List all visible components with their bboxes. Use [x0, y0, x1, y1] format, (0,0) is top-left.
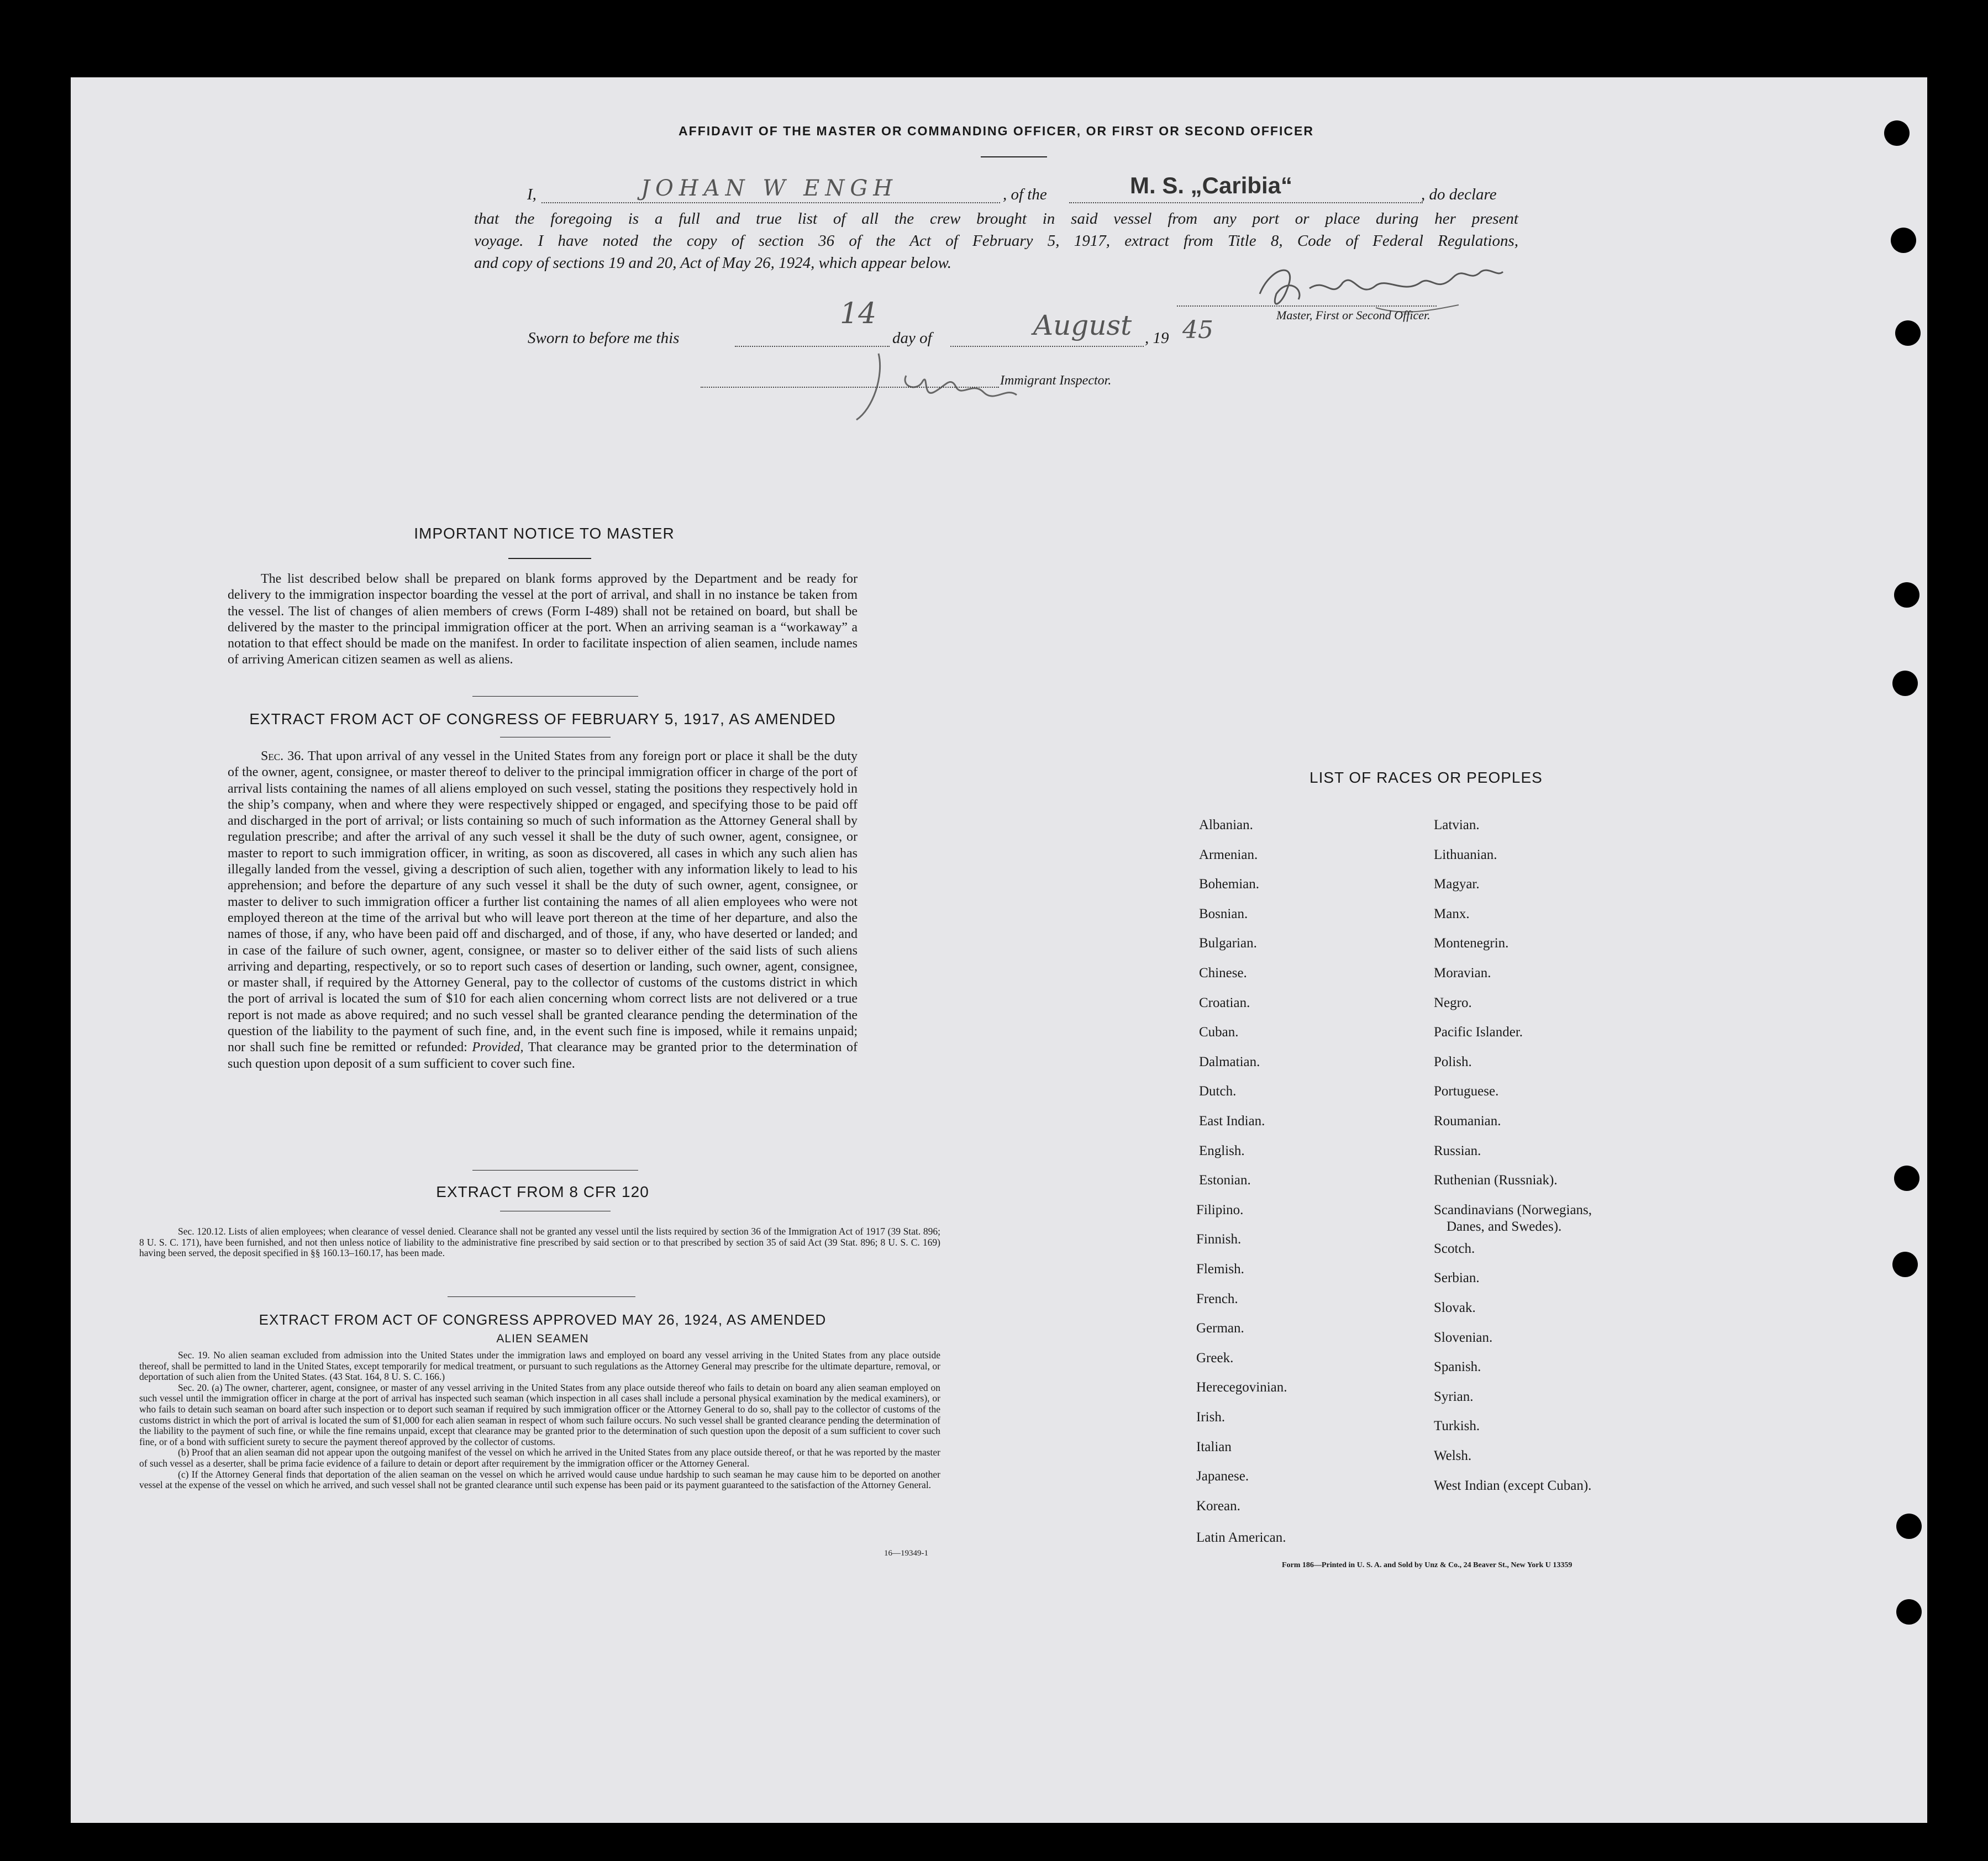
punch-hole — [1895, 320, 1921, 346]
sec-20b-text: (b) Proof that an alien seaman did not appear upon the outgoing manifest of the vessel on which he arrived in the United States from any place outside thereof, or that he was reported by the master of such vessel as a deserter, shall be prima facie evidence of a failure to detain or deport after requirement by the immigration officer or the Attorney General. — [139, 1447, 940, 1469]
sec-19-text: Sec. 19. No alien seaman excluded from admission into the United States under the immigration laws and employed on board any vessel arriving in the United States from any place outside thereof, shall be permitted to land in the United States, except temporarily for medical treatment, or pursuant to such regulations as the Attorney General may prescribe for the ultimate departure, removal, or deportation of such alien from the United States. (43 Stat. 164, 8 U. S. C. 166.) — [139, 1349, 940, 1383]
race-item: Croatian. — [1199, 995, 1250, 1010]
section-divider — [448, 1296, 635, 1297]
race-item: Roumanian. — [1434, 1114, 1501, 1129]
race-item: Dalmatian. — [1199, 1054, 1260, 1069]
vessel-line — [1069, 202, 1423, 203]
race-item: Greek. — [1196, 1350, 1234, 1366]
title-divider — [981, 156, 1047, 157]
cfr-body: Sec. 120.12. Lists of alien employees; when clearance of vessel denied. Clearance shall not be granted any vessel until the lists required by section 36 of the Immigration Act of 1917 (39 Stat. 896; 8 U. S. C. 171), have been furnished, and not then unless notice of liability to the administrative fine prescribed by said section or to that prescribed by section 35 of said Act (39 Stat. 896; 8 U. S. C. 169) having been served, the deposit specified in §§ 160.13–160.17, has been made. — [139, 1226, 940, 1259]
race-item: Irish. — [1196, 1410, 1226, 1425]
punch-hole — [1891, 228, 1916, 253]
race-item: Ruthenian (Russniak). — [1434, 1173, 1558, 1188]
race-item: Turkish. — [1434, 1419, 1480, 1434]
of-label: , of the — [1003, 186, 1047, 203]
race-item: English. — [1199, 1143, 1245, 1158]
sworn-label: Sworn to before me this — [528, 329, 680, 347]
inspector-signature-line — [701, 387, 999, 388]
race-item: Flemish. — [1196, 1262, 1244, 1277]
race-item: Estonian. — [1199, 1173, 1251, 1188]
race-item: Negro. — [1434, 995, 1472, 1010]
race-item: Scotch. — [1434, 1241, 1475, 1256]
sec-36-body — [228, 748, 858, 1072]
master-signature-line — [1177, 305, 1437, 307]
day-label: day of — [892, 329, 932, 347]
race-item: Montenegrin. — [1434, 936, 1509, 951]
name-line — [541, 202, 1000, 203]
race-item: Polish. — [1434, 1054, 1472, 1069]
race-item: Manx. — [1434, 906, 1470, 921]
sec-36-label: Sec. 36. — [261, 749, 304, 763]
sec-20a-text: Sec. 20. (a) The owner, charterer, agent, consignee, or master of any vessel arriving in the United States from any place outside thereof who fails to detain on board any alien seaman employed on such vessel until the immigration officer in charge at the port of arrival has inspected such seaman (which inspection in all cases shall include a personal physical examination by the medical examiners), or who fails to detain such seaman on board after such inspection or to deport such seaman if required by such immigration officer or the Attorney General to do so, shall pay to the collector of customs of the customs district in which the port of arrival is located the sum of $1,000 for each alien seaman in respect of whom such failure occurs. No such vessel shall be granted clearance pending the determination of the liability to the payment of such fine, or while the fine remains unpaid, except that clearance may be granted prior to the determination of such question upon the deposit of a sum sufficient to cover such fine, or of a bond with sufficient surety to secure the payment thereof approved by the collector of customs. — [139, 1382, 940, 1447]
printer-footer: Form 186—Printed in U. S. A. and Sold by Unz & Co., 24 Beaver St., New York U 13359 — [1282, 1561, 1572, 1569]
race-item: Spanish. — [1434, 1359, 1481, 1375]
race-item: Bulgarian. — [1199, 936, 1257, 951]
race-item: Japanese. — [1196, 1469, 1249, 1484]
sec-20c-text: (c) If the Attorney General finds that deportation of the alien seaman on the vessel on which he arrived would cause undue hardship to such seaman he may cause him to be deported on another vessel at the expense of the vessel on which he arrived, and such vessel shall not be granted clearance until such expense has been paid or its payment guaranteed to the satisfaction of the Attorney General. — [139, 1468, 940, 1491]
race-item: Filipino. — [1196, 1202, 1244, 1217]
affidavit-title: AFFIDAVIT OF THE MASTER OR COMMANDING OFFICER, OR FIRST OR SECOND OFFICER — [679, 124, 1314, 138]
alien-seamen-subtitle: ALIEN SEAMEN — [496, 1332, 589, 1345]
race-item: Syrian. — [1434, 1389, 1474, 1404]
i-label: I, — [527, 186, 537, 203]
sworn-year-handwritten: 45 — [1182, 316, 1213, 344]
punch-hole — [1892, 1252, 1918, 1277]
form-code: 16—19349-1 — [884, 1549, 928, 1558]
race-item: Danes, and Swedes). — [1447, 1219, 1562, 1234]
inspector-label: Immigrant Inspector. — [1000, 373, 1112, 388]
race-item: Herecegovinian. — [1196, 1380, 1287, 1395]
notice-divider — [508, 558, 591, 559]
year-prefix: , 19 — [1145, 329, 1169, 347]
extract-1924-title: EXTRACT FROM ACT OF CONGRESS APPROVED MAY 26, 1924, AS AMENDED — [259, 1311, 827, 1328]
sworn-month-handwritten: August — [1033, 309, 1132, 341]
race-item: Italian — [1196, 1439, 1232, 1454]
punch-hole — [1894, 582, 1919, 608]
race-item: Armenian. — [1199, 847, 1258, 862]
punch-hole — [1884, 120, 1910, 146]
race-item: Dutch. — [1199, 1084, 1237, 1099]
extract-1924-body — [139, 1350, 940, 1491]
race-item: Bosnian. — [1199, 906, 1248, 921]
notice-body: The list described below shall be prepared on blank forms approved by the Department and be ready for delivery to the immigration inspector boarding the vessel at the port of arrival, and shall in no instance be taken from the vessel. The list of changes of alien members of crews (Form I-489) shall not be retained on board, but shall be delivered by the master to the principal immigration officer at the port. When an arriving seaman is a “workaway” a notation to that effect should be made on the manifest. In order to facilitate inspection of alien seamen, include names of arriving American citizen seamen as well as aliens. — [228, 572, 858, 667]
race-item: West Indian (except Cuban). — [1434, 1478, 1592, 1493]
affidavit-line-4: and copy of sections 19 and 20, Act of May 26, 1924, which appear below. — [474, 254, 951, 272]
punch-hole — [1894, 1166, 1919, 1191]
race-item: Pacific Islander. — [1434, 1025, 1523, 1040]
punch-hole — [1896, 1514, 1922, 1539]
race-item: East Indian. — [1199, 1114, 1265, 1129]
race-item: Korean. — [1196, 1498, 1240, 1514]
race-item: Portuguese. — [1434, 1084, 1499, 1099]
cfr-title: EXTRACT FROM 8 CFR 120 — [436, 1183, 649, 1200]
race-item: Serbian. — [1434, 1270, 1480, 1286]
punch-hole — [1892, 671, 1918, 696]
race-item: Welsh. — [1434, 1448, 1472, 1463]
race-item: Slovak. — [1434, 1300, 1476, 1315]
declare-label: , do declare — [1421, 186, 1497, 203]
notice-title: IMPORTANT NOTICE TO MASTER — [414, 525, 675, 542]
race-item: German. — [1196, 1321, 1244, 1336]
race-item: Russian. — [1434, 1143, 1481, 1158]
race-item: Magyar. — [1434, 877, 1480, 892]
sworn-day-handwritten: 14 — [840, 297, 877, 330]
race-item: Chinese. — [1199, 966, 1247, 980]
section-divider — [472, 696, 638, 697]
race-item: Cuban. — [1199, 1025, 1239, 1040]
extract-1917-title: EXTRACT FROM ACT OF CONGRESS OF FEBRUARY 5, 1917, AS AMENDED — [249, 710, 836, 727]
affidavit-line-3: voyage. I have noted the copy of section 36 of the Act of February 5, 1917, extract from Title 8, Code of Federal Regulations, — [474, 232, 1518, 250]
race-item: Finnish. — [1196, 1232, 1242, 1247]
race-item: Latvian. — [1434, 818, 1480, 832]
race-item: Bohemian. — [1199, 877, 1260, 892]
race-item: French. — [1196, 1291, 1238, 1306]
race-item: Slovenian. — [1434, 1330, 1493, 1345]
affidavit-line-2: that the foregoing is a full and true list of all the crew brought in said vessel from any port or place during her present — [474, 210, 1518, 228]
races-title: LIST OF RACES OR PEOPLES — [1309, 769, 1543, 786]
sec-36-text: That upon arrival of any vessel in the United States from any foreign port or place it shall be the duty of the owner, agent, consignee, or master thereof to deliver to the principal immigration officer in charge of the port of arrival lists containing the names of all aliens employed on such vessel, stating the positions they respectively hold in the ship’s company, when and where they were respectively shipped or engaged, and specifying those to be paid off and discharged in the port of arrival; or lists containing so much of such information as the Attorney General shall by regulation prescribe; and after the arrival of any such vessel it shall be the duty of such owner, agent, consignee, or master to report to such immigration officer, in writing, as soon as discovered, all cases in which any such alien has illegally landed from the vessel, giving a description of such alien, together with any information likely to lead to his apprehension; and before the departure of any such vessel it shall be the duty of such owner, agent, consignee, or master to deliver to such immigration officer a further list containing the names of all alien employees who were not employed thereon at the time of the arrival but who will leave port thereon at the time of her departure, and also the names of those, if any, who have been paid off and discharged, and of those, if any, who have deserted or landed; and in case of the failure of such owner, agent, consignee, or master so to deliver either of the said lists of such aliens arriving and departing, respectively, or so to report such cases of desertion or landing, such owner, agent, consignee, or master shall, if required by the Attorney General, pay to the collector of customs of the customs district in which the port of arrival is located the sum of $10 for each alien concerning whom correct lists are not delivered or a true report is not made as above required; and no such vessel shall be granted clearance pending the determination of the question of the liability to the payment of such fine, and, in the event such fine is imposed, while it remains unpaid; nor shall such fine be remitted or refunded: — [228, 749, 858, 1055]
master-name-handwritten: JOHAN W ENGH — [641, 176, 898, 201]
punch-hole — [1896, 1599, 1922, 1625]
race-item: Scandinavians (Norwegians, — [1434, 1202, 1592, 1217]
race-item: Albanian. — [1199, 818, 1253, 832]
race-item: Moravian. — [1434, 966, 1491, 980]
vessel-name: M. S. „Caribia“ — [1130, 172, 1293, 198]
sec-36-provided: Provided, — [472, 1040, 524, 1055]
race-item: Lithuanian. — [1434, 847, 1497, 862]
section-divider — [472, 1170, 638, 1171]
race-item: Latin American. — [1196, 1530, 1286, 1545]
sec-36-tail: That clearance may be granted prior to the determination of such question upon deposit of a sum sufficient to cover such fine. — [228, 1040, 858, 1071]
master-label: Master, First or Second Officer. — [1276, 308, 1430, 322]
